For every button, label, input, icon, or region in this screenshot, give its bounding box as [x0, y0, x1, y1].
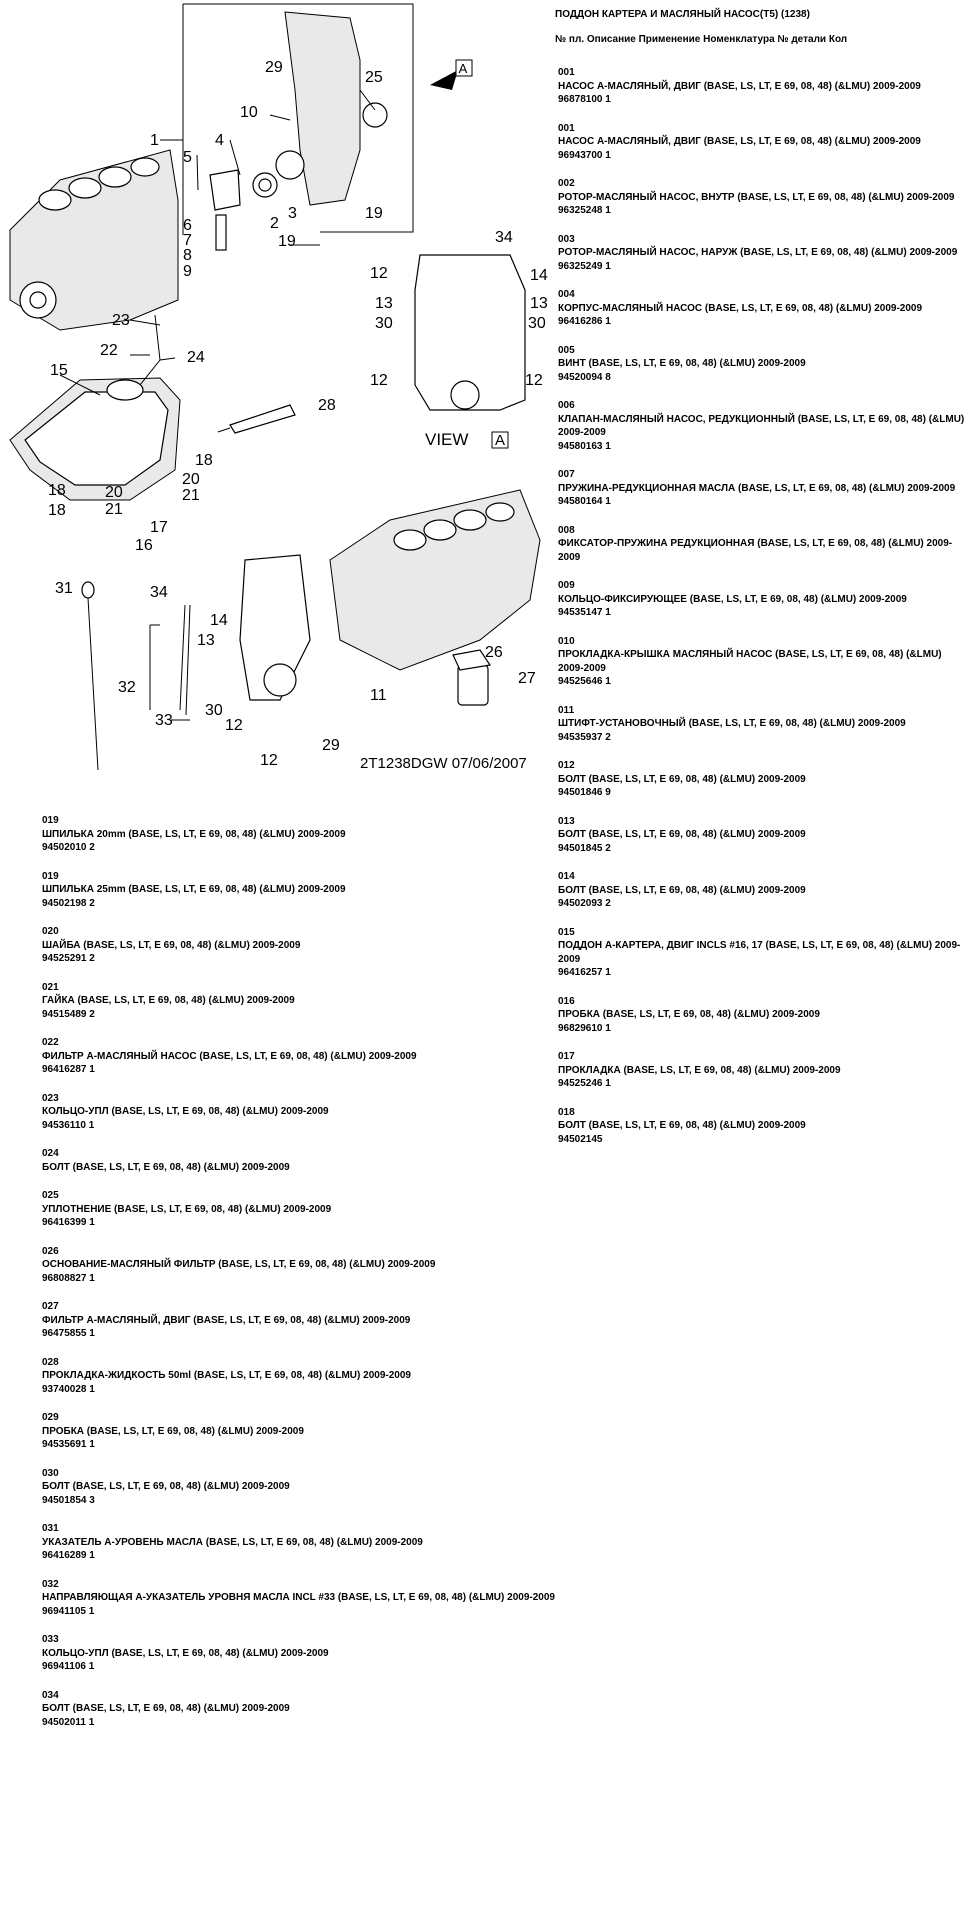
- part-desc: ШПИЛЬКА 20mm (BASE, LS, LT, E 69, 08, 48) (&LMU) 2009-2009: [42, 828, 346, 840]
- part-entry: [558, 66, 968, 107]
- callout-13a: 13: [375, 295, 393, 312]
- part-num: 030: [42, 1467, 59, 1479]
- part-part: 94580163 1: [558, 440, 611, 452]
- callout-20b: 20: [182, 471, 200, 488]
- part-num: 027: [42, 1301, 59, 1312]
- part-part: 94535691 1: [42, 1439, 95, 1450]
- part-part: 96943700 1: [558, 149, 611, 161]
- part-part: 94502011 1: [42, 1716, 95, 1728]
- part-part: 96878100 1: [558, 94, 611, 105]
- part-entry: [558, 635, 968, 689]
- part-part: 94502010 2: [42, 842, 95, 853]
- part-part: 94501845 2: [558, 842, 611, 854]
- part-num: 007: [558, 469, 575, 480]
- part-part: 96475855 1: [42, 1328, 95, 1339]
- part-entry: [558, 177, 968, 218]
- part-desc: КЛАПАН-МАСЛЯНЫЙ НАСОС, РЕДУКЦИОННЫЙ (BASE, LS, LT, E 69, 08, 48) (&LMU) 2009-2009: [558, 413, 965, 438]
- callout-14a: 14: [530, 267, 548, 284]
- callout-10: 10: [240, 104, 258, 121]
- part-desc: УПЛОТНЕНИЕ (BASE, LS, LT, E 69, 08, 48) (&LMU) 2009-2009: [42, 1203, 332, 1215]
- part-part: 96941106 1: [42, 1661, 95, 1672]
- part-desc: ШПИЛЬКА 25mm (BASE, LS, LT, E 69, 08, 48) (&LMU) 2009-2009: [42, 884, 346, 895]
- part-part: 96808827 1: [42, 1272, 95, 1284]
- part-desc: УКАЗАТЕЛЬ А-УРОВЕНЬ МАСЛА (BASE, LS, LT, E 69, 08, 48) (&LMU) 2009-2009: [42, 1536, 423, 1548]
- part-part: 94502093 2: [558, 898, 611, 909]
- arrow-letter: A: [458, 61, 468, 76]
- callout-5: 5: [183, 149, 192, 166]
- part-desc: ОСНОВАНИЕ-МАСЛЯНЫЙ ФИЛЬТР (BASE, LS, LT, E 69, 08, 48) (&LMU) 2009-2009: [42, 1259, 436, 1270]
- part-entry: [558, 759, 968, 800]
- callout-30b: 30: [528, 315, 546, 332]
- callout-20a: 20: [105, 484, 123, 501]
- part-part: 94502145: [558, 1133, 603, 1145]
- part-desc: РОТОР-МАСЛЯНЫЙ НАСОС, ВНУТР (BASE, LS, LT, E 69, 08, 48) (&LMU) 2009-2009: [558, 191, 955, 203]
- callout-25: 25: [365, 69, 383, 86]
- callout-30a: 30: [375, 315, 393, 332]
- part-desc: ПРОКЛАДКА-ЖИДКОСТЬ 50ml (BASE, LS, LT, E 69, 08, 48) (&LMU) 2009-2009: [42, 1370, 411, 1381]
- part-part: 94525646 1: [558, 676, 611, 687]
- part-num: 015: [558, 926, 575, 938]
- callout-18c: 18: [195, 452, 213, 469]
- view-label: VIEW: [425, 430, 469, 449]
- part-part: 94535147 1: [558, 607, 611, 618]
- part-part: 94502198 2: [42, 897, 95, 909]
- part-entry: [42, 870, 642, 911]
- callout-31: 31: [55, 580, 73, 597]
- callout-14b: 14: [210, 612, 228, 629]
- part-part: 94536110 1: [42, 1119, 95, 1131]
- part-num: 023: [42, 1092, 59, 1104]
- callout-7: 7: [183, 232, 192, 249]
- part-num: 002: [558, 178, 575, 189]
- callout-33: 33: [155, 712, 173, 729]
- part-num: 028: [42, 1356, 59, 1368]
- part-desc: БОЛТ (BASE, LS, LT, E 69, 08, 48) (&LMU) 2009-2009: [42, 1481, 290, 1492]
- part-num: 024: [42, 1148, 59, 1159]
- part-num: 021: [42, 981, 59, 993]
- callout-6: 6: [183, 217, 192, 234]
- callout-18b: 18: [48, 502, 66, 519]
- part-num: 010: [558, 635, 575, 647]
- part-num: 018: [558, 1106, 575, 1118]
- callout-34b: 34: [150, 584, 168, 601]
- part-entry: [42, 1189, 642, 1230]
- part-num: 029: [42, 1412, 59, 1423]
- part-num: 004: [558, 289, 575, 300]
- part-desc: КОЛЬЦО-ФИКСИРУЮЩЕЕ (BASE, LS, LT, E 69, 08, 48) (&LMU) 2009-2009: [558, 593, 907, 605]
- callout-13c: 13: [197, 632, 215, 649]
- part-entry: [42, 814, 642, 855]
- part-part: 94501854 3: [42, 1494, 95, 1506]
- callout-1: 1: [150, 132, 159, 149]
- callout-28: 28: [318, 397, 336, 414]
- part-entry: [42, 1411, 642, 1452]
- callout-18a: 18: [48, 482, 66, 499]
- part-num: 026: [42, 1245, 59, 1257]
- part-entry: [42, 1522, 642, 1563]
- part-desc: НАСОС А-МАСЛЯНЫЙ, ДВИГ (BASE, LS, LT, E 69, 08, 48) (&LMU) 2009-2009: [558, 136, 921, 147]
- part-desc: ШТИФТ-УСТАНОВОЧНЫЙ (BASE, LS, LT, E 69, 08, 48) (&LMU) 2009-2009: [558, 718, 906, 729]
- part-num: 001: [558, 67, 575, 78]
- part-num: 011: [558, 704, 575, 716]
- callout-11: 11: [370, 687, 387, 704]
- part-entry: [42, 1245, 642, 1286]
- part-part: 94535937 2: [558, 731, 611, 743]
- callout-19b: 19: [278, 233, 296, 250]
- part-desc: БОЛТ (BASE, LS, LT, E 69, 08, 48) (&LMU) 2009-2009: [558, 1120, 806, 1131]
- part-num: 022: [42, 1037, 59, 1048]
- part-part: 94525246 1: [558, 1078, 611, 1089]
- part-desc: ПРОБКА (BASE, LS, LT, E 69, 08, 48) (&LMU) 2009-2009: [42, 1425, 304, 1437]
- part-desc: ГАЙКА (BASE, LS, LT, E 69, 08, 48) (&LMU) 2009-2009: [42, 995, 295, 1006]
- part-entry: [42, 925, 642, 966]
- part-desc: ПРОБКА (BASE, LS, LT, E 69, 08, 48) (&LMU) 2009-2009: [558, 1009, 820, 1020]
- callout-12b: 12: [525, 372, 543, 389]
- part-num: 013: [558, 815, 575, 827]
- part-num: 003: [558, 233, 575, 245]
- callout-12c: 12: [370, 265, 388, 282]
- part-desc: НАПРАВЛЯЮЩАЯ А-УКАЗАТЕЛЬ УРОВНЯ МАСЛА INCL #33 (BASE, LS, LT, E 69, 08, 48) (&LMU) 2009-2009: [42, 1592, 555, 1603]
- part-num: 034: [42, 1689, 59, 1701]
- part-desc: ФИКСАТОР-ПРУЖИНА РЕДУКЦИОННАЯ (BASE, LS, LT, E 69, 08, 48) (&LMU) 2009-2009: [558, 538, 953, 563]
- part-num: 001: [558, 122, 575, 134]
- callout-22: 22: [100, 342, 118, 359]
- part-entry: [558, 233, 968, 274]
- part-num: 019: [42, 870, 59, 882]
- oil-pan: [10, 378, 180, 500]
- part-desc: НАСОС А-МАСЛЯНЫЙ, ДВИГ (BASE, LS, LT, E 69, 08, 48) (&LMU) 2009-2009: [558, 80, 921, 92]
- part-part: 94501846 9: [558, 787, 611, 798]
- part-num: 005: [558, 344, 575, 356]
- exploded-parts-diagram: [0, 0, 560, 790]
- part-desc: ПРОКЛАДКА (BASE, LS, LT, E 69, 08, 48) (&LMU) 2009-2009: [558, 1064, 841, 1076]
- part-entry: [42, 1036, 642, 1077]
- part-num: 033: [42, 1634, 59, 1645]
- callout-2: 2: [270, 215, 279, 232]
- part-desc: ПОДДОН А-КАРТЕРА, ДВИГ INCLS #16, 17 (BASE, LS, LT, E 69, 08, 48) (&LMU) 2009-2009: [558, 940, 961, 965]
- part-entry: [42, 1689, 642, 1730]
- part-entry: [42, 1356, 642, 1397]
- part-num: 006: [558, 400, 575, 411]
- callout-12d: 12: [225, 717, 243, 734]
- part-part: 96416287 1: [42, 1064, 95, 1075]
- engine-block-lower: [240, 490, 540, 705]
- part-entry: [42, 1147, 642, 1174]
- sealant-tube: [218, 405, 295, 433]
- callout-13b: 13: [530, 295, 548, 312]
- callout-23: 23: [112, 312, 130, 329]
- part-part: 96416289 1: [42, 1550, 95, 1561]
- view-a-cover: [415, 255, 525, 448]
- view-letter: A: [494, 432, 506, 449]
- part-desc: ШАЙБА (BASE, LS, LT, E 69, 08, 48) (&LMU) 2009-2009: [42, 939, 301, 951]
- part-entry: [558, 524, 968, 565]
- callout-16: 16: [135, 537, 153, 554]
- part-entry: [42, 1467, 642, 1508]
- part-num: 008: [558, 524, 575, 536]
- part-desc: КОЛЬЦО-УПЛ (BASE, LS, LT, E 69, 08, 48) (&LMU) 2009-2009: [42, 1647, 329, 1659]
- part-num: 025: [42, 1190, 59, 1201]
- part-entry: [558, 122, 968, 163]
- callout-30c: 30: [205, 702, 223, 719]
- part-entry: [42, 1578, 642, 1619]
- part-entry: [42, 981, 642, 1022]
- part-entry: [558, 344, 968, 385]
- callout-29b: 29: [322, 737, 340, 754]
- part-num: 016: [558, 995, 575, 1007]
- part-entry: [42, 1633, 642, 1674]
- part-part: 96325249 1: [558, 260, 611, 272]
- part-entry: [558, 399, 968, 453]
- callout-27: 27: [518, 670, 536, 687]
- callout-12e: 12: [260, 752, 278, 769]
- part-part: 93740028 1: [42, 1383, 95, 1395]
- engine-block-upper: [10, 150, 178, 330]
- part-part: 96416286 1: [558, 316, 611, 327]
- part-entry: [558, 468, 968, 509]
- page-title: ПОДДОН КАРТЕРА И МАСЛЯНЫЙ НАСОС(T5) (1238): [555, 9, 810, 20]
- part-part: 96416257 1: [558, 967, 611, 978]
- part-part: 94520094 8: [558, 371, 611, 383]
- part-part: 96416399 1: [42, 1217, 95, 1228]
- part-desc: БОЛТ (BASE, LS, LT, E 69, 08, 48) (&LMU) 2009-2009: [558, 829, 806, 840]
- part-num: 020: [42, 926, 59, 937]
- callout-32: 32: [118, 679, 136, 696]
- callout-19a: 19: [365, 205, 383, 222]
- callout-26: 26: [485, 644, 503, 661]
- part-num: 009: [558, 580, 575, 591]
- part-part: 96941105 1: [42, 1605, 95, 1617]
- part-num: 019: [42, 815, 59, 826]
- callout-9: 9: [183, 263, 192, 280]
- part-entry: [558, 704, 968, 745]
- part-desc: ВИНТ (BASE, LS, LT, E 69, 08, 48) (&LMU) 2009-2009: [558, 358, 806, 369]
- part-desc: БОЛТ (BASE, LS, LT, E 69, 08, 48) (&LMU) 2009-2009: [558, 773, 806, 785]
- part-desc: ПРУЖИНА-РЕДУКЦИОННАЯ МАСЛА (BASE, LS, LT, E 69, 08, 48) (&LMU) 2009-2009: [558, 482, 956, 494]
- callout-29a: 29: [265, 59, 283, 76]
- callout-34a: 34: [495, 229, 513, 246]
- front-cover-housing: [210, 12, 387, 250]
- callout-12a: 12: [370, 372, 388, 389]
- diagram-code: 2T1238DGW 07/06/2007: [360, 755, 527, 772]
- dipstick: [82, 582, 190, 770]
- callout-3: 3: [288, 205, 297, 222]
- callout-17: 17: [150, 519, 168, 536]
- part-entry: [558, 288, 968, 329]
- part-desc: ФИЛЬТР А-МАСЛЯНЫЙ НАСОС (BASE, LS, LT, E 69, 08, 48) (&LMU) 2009-2009: [42, 1050, 417, 1062]
- part-num: 031: [42, 1523, 59, 1534]
- part-part: 94525291 2: [42, 953, 95, 964]
- catalog-header: [555, 8, 965, 58]
- part-num: 014: [558, 871, 575, 882]
- callout-15: 15: [50, 362, 68, 379]
- part-part: 96325248 1: [558, 205, 611, 216]
- callout-8: 8: [183, 247, 192, 264]
- part-part: 94580164 1: [558, 496, 611, 507]
- part-entry: [558, 579, 968, 620]
- part-desc: ПРОКЛАДКА-КРЫШКА МАСЛЯНЫЙ НАСОС (BASE, LS, LT, E 69, 08, 48) (&LMU) 2009-2009: [558, 649, 942, 674]
- part-entry: [42, 1300, 642, 1341]
- part-part: 96829610 1: [558, 1022, 611, 1034]
- part-desc: БОЛТ (BASE, LS, LT, E 69, 08, 48) (&LMU) 2009-2009: [42, 1703, 290, 1714]
- part-desc: БОЛТ (BASE, LS, LT, E 69, 08, 48) (&LMU) 2009-2009: [558, 884, 806, 896]
- column-headings: № пл. Описание Применение Номенклатура № детали Кол: [555, 34, 848, 45]
- callout-21a: 21: [105, 501, 123, 518]
- part-entry: [42, 1092, 642, 1133]
- part-desc: КОРПУС-МАСЛЯНЫЙ НАСОС (BASE, LS, LT, E 69, 08, 48) (&LMU) 2009-2009: [558, 302, 923, 314]
- part-num: 017: [558, 1051, 575, 1062]
- part-desc: РОТОР-МАСЛЯНЫЙ НАСОС, НАРУЖ (BASE, LS, LT, E 69, 08, 48) (&LMU) 2009-2009: [558, 247, 958, 258]
- part-desc: БОЛТ (BASE, LS, LT, E 69, 08, 48) (&LMU) 2009-2009: [42, 1161, 290, 1173]
- part-part: 94515489 2: [42, 1008, 95, 1020]
- parts-list-left: [42, 814, 642, 1744]
- callout-21b: 21: [182, 487, 200, 504]
- part-num: 012: [558, 760, 575, 771]
- part-num: 032: [42, 1578, 59, 1590]
- part-desc: ФИЛЬТР А-МАСЛЯНЫЙ, ДВИГ (BASE, LS, LT, E 69, 08, 48) (&LMU) 2009-2009: [42, 1314, 411, 1326]
- callout-24: 24: [187, 349, 205, 366]
- part-desc: КОЛЬЦО-УПЛ (BASE, LS, LT, E 69, 08, 48) (&LMU) 2009-2009: [42, 1106, 329, 1117]
- callout-4: 4: [215, 132, 224, 149]
